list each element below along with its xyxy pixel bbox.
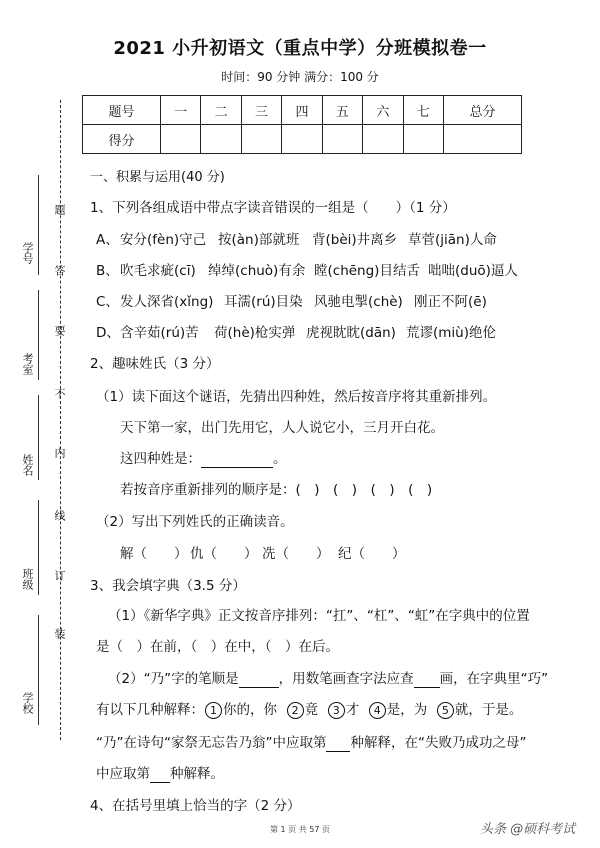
dictionary-label: 画，在字典里“巧”: [439, 671, 549, 687]
option-b-item: 咄咄(duō)逼人: [428, 263, 518, 279]
watermark: 头条 @硕科考试: [480, 822, 576, 837]
score-header-cell: 一: [160, 96, 200, 125]
poem-usage-blank[interactable]: [326, 735, 350, 752]
option-c-label[interactable]: C、: [96, 294, 119, 310]
option-b-item: 绰绰(chuò)有余: [208, 263, 306, 279]
score-header-cell: 三: [241, 96, 281, 125]
option-a-item: 背(bèi)井离乡: [312, 232, 398, 248]
meanings-label: 有以下几种解释：: [96, 702, 204, 718]
surnames-prompt: 这四种姓是： 。: [120, 451, 287, 467]
surnames-label: 这四种姓是：: [120, 451, 201, 467]
score-row-label: 得分: [83, 125, 161, 154]
option-d-item: 虎视眈眈(dān): [306, 325, 396, 341]
option-d-item: 含辛茹(rú)苦: [120, 325, 199, 341]
name-label: 姓名: [21, 454, 34, 476]
school-line[interactable]: [38, 615, 39, 725]
reading-item[interactable]: 解（ ）: [120, 546, 188, 562]
option-c-item: 刚正不阿(ē): [414, 294, 487, 310]
stroke-count-blank[interactable]: [414, 671, 440, 688]
page-number: 第 1 页 共 57 页: [270, 825, 330, 834]
score-cell[interactable]: [444, 125, 522, 154]
meaning-text: 是，为: [386, 702, 428, 718]
seal-char: 内: [53, 447, 66, 458]
circled-number: 2: [287, 702, 304, 719]
score-cell[interactable]: [241, 125, 281, 154]
option-c-item: 风驰电掣(chè): [314, 294, 403, 310]
school-label: 学校: [21, 692, 34, 714]
question-3-part-2b: [96, 698, 522, 719]
section-heading: 一、积累与运用(40 分): [90, 170, 225, 185]
score-header-cell: 二: [201, 96, 241, 125]
class-label: 班级: [21, 568, 34, 590]
seal-char: 题: [53, 204, 66, 215]
option-b-label[interactable]: B、: [96, 263, 119, 279]
option-c-item: 发人深省(xǐng): [120, 294, 214, 310]
question-1-stem: 1、下列各组成语中带点字读音错误的一组是（ ）（1 分）: [90, 200, 456, 216]
seal-char: 装: [53, 628, 66, 639]
meaning-text: 你的，你: [223, 702, 277, 718]
student-id-line[interactable]: [38, 175, 39, 275]
score-cell[interactable]: [201, 125, 241, 154]
stroke-order-blank[interactable]: [239, 671, 279, 688]
question-3-part-2a: [108, 667, 548, 688]
name-line[interactable]: [38, 395, 39, 480]
option-d-item: 荷(hè)枪实弹: [214, 325, 296, 341]
question-2-part-1: （1）读下面这个谜语，先猜出四种姓，然后按音序将其重新排列。: [96, 389, 497, 405]
option-a-label[interactable]: A、: [96, 232, 119, 248]
proverb-usage-blank[interactable]: [150, 766, 170, 783]
option-b-item: 瞠(chēng)目结舌: [314, 263, 420, 279]
page-title: 2021 小升初语文（重点中学）分班模拟卷一: [113, 38, 487, 59]
seal-char: 不: [53, 388, 66, 399]
question-2-stem: 2、趣味姓氏（3 分）: [90, 356, 220, 372]
circled-number: 5: [437, 702, 454, 719]
meaning-text: 就，于是。: [454, 702, 523, 718]
meaning-text: 竟: [304, 702, 319, 718]
class-line[interactable]: [38, 500, 39, 595]
seal-char: 答: [53, 265, 66, 276]
score-value-row: [83, 125, 522, 154]
poem-usage-label: “乃”在诗句“家祭无忘告乃翁”中应取第: [96, 735, 327, 751]
seal-char: 线: [53, 510, 66, 521]
question-3-part-2c: [96, 731, 526, 752]
room-line[interactable]: [38, 290, 39, 380]
proverb-usage-end: 种解释。: [170, 766, 224, 782]
stroke-count-label: ，用数笔画查字法应查: [278, 671, 414, 687]
score-cell[interactable]: [403, 125, 443, 154]
score-header-cell: 题号: [83, 96, 161, 125]
score-header-cell: 五: [322, 96, 362, 125]
surnames-blank[interactable]: [201, 451, 273, 468]
score-header-cell: 四: [282, 96, 322, 125]
score-cell[interactable]: [322, 125, 362, 154]
score-header-row: [83, 96, 522, 125]
question-3-part-1a: （1）《新华字典》正文按音序排列：“扛”、“杠”、“虹”在字典中的位置: [108, 608, 530, 624]
room-label: 考室: [21, 353, 34, 375]
reading-item[interactable]: 纪（ ）: [338, 546, 406, 562]
score-cell[interactable]: [160, 125, 200, 154]
seal-char: 订: [53, 570, 66, 581]
meaning-text: 才: [345, 702, 360, 718]
question-3-part-2d: [96, 762, 224, 783]
riddle-text: 天下第一家，出门先用它，人人说它小，三月开白花。: [120, 420, 444, 436]
reading-item[interactable]: 仇（ ）: [190, 546, 258, 562]
question-3-stem: 3、我会填字典（3.5 分）: [90, 578, 246, 594]
order-prompt[interactable]: 若按音序重新排列的顺序是：( ) ( ) ( ) ( ): [120, 482, 433, 498]
question-4-stem: 4、在括号里填上恰当的字（2 分）: [90, 798, 301, 814]
option-b-item: 吹毛求疵(cī): [120, 263, 196, 279]
option-a-item: 安分(fèn)守己: [120, 232, 207, 248]
circled-number: 3: [328, 702, 345, 719]
question-3-part-1b[interactable]: 是（ ）在前，（ ）在中，（ ）在后。: [96, 639, 339, 655]
proverb-usage-label: 种解释，在“失败乃成功之母”: [350, 735, 527, 751]
score-cell[interactable]: [363, 125, 403, 154]
option-a-item: 草菅(jiān)人命: [408, 232, 497, 248]
question-2-part-2: （2）写出下列姓氏的正确读音。: [96, 514, 294, 530]
student-id-label: 学号: [21, 242, 34, 264]
option-d-item: 荒谬(miù)绝伦: [406, 325, 496, 341]
score-header-cell: 总分: [444, 96, 522, 125]
score-header-cell: 七: [403, 96, 443, 125]
circled-number: 4: [369, 702, 386, 719]
stroke-order-label: （2）“乃”字的笔顺是: [108, 671, 239, 687]
binding-dashed-line: [60, 100, 61, 740]
option-d-label[interactable]: D、: [96, 325, 120, 341]
score-header-cell: 六: [363, 96, 403, 125]
reading-item[interactable]: 冼（ ）: [262, 546, 330, 562]
score-cell[interactable]: [282, 125, 322, 154]
option-c-item: 耳濡(rú)目染: [224, 294, 303, 310]
proverb-usage-label-2: 中应取第: [96, 766, 150, 782]
option-a-item: 按(àn)部就班: [218, 232, 300, 248]
score-table: [82, 95, 522, 154]
seal-char: 要: [53, 325, 66, 336]
exam-info: 时间：90 分钟 满分：100 分: [221, 70, 379, 84]
circled-number: 1: [205, 702, 222, 719]
